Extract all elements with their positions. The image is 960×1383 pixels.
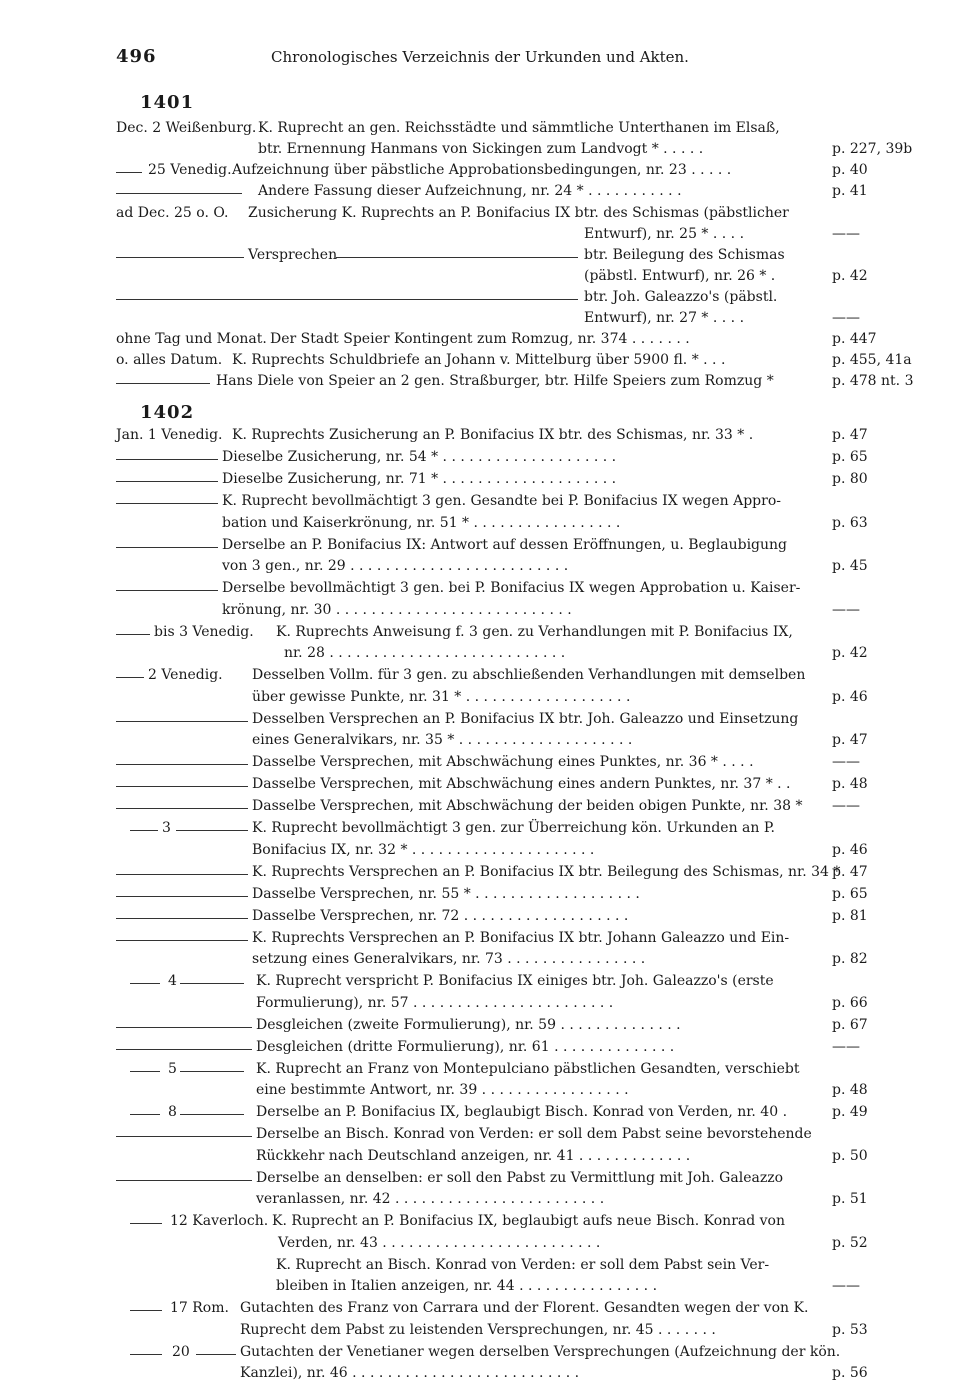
entry-text: setzung eines Generalvikars, nr. 73 . . . . . . . . . . . . . . . . (252, 951, 646, 967)
page-reference: p. 80 (832, 471, 868, 487)
page-reference: p. 51 (832, 1191, 868, 1207)
entry-text: K. Ruprecht verspricht P. Bonifacius IX einiges btr. Joh. Galeazzo's (erste (256, 973, 774, 989)
entry-date: 3 (162, 820, 171, 836)
page-reference: p. 447 (832, 331, 877, 347)
entry-text: von 3 gen., nr. 29 . . . . . . . . . . . . . . . . . . . . . . . . . (222, 558, 569, 574)
entry-text: Dasselbe Versprechen, mit Abschwächung der beiden obigen Punkte, nr. 38 * (252, 798, 803, 814)
entry-date: Jan. 1 Venedig. (116, 427, 223, 443)
ditto-rule (116, 459, 218, 460)
entry-text: (päbstl. Entwurf), nr. 26 * . (584, 268, 776, 284)
entry-text: Desselben Versprechen an P. Bonifacius IX btr. Joh. Galeazzo und Einsetzung (252, 710, 799, 727)
ditto-rule (130, 983, 160, 984)
entry-text: K. Ruprechts Versprechen an P. Bonifacius IX btr. Johann Galeazzo und Ein- (252, 929, 790, 946)
ditto-rule (130, 1223, 162, 1224)
entry-text: Dieselbe Zusicherung, nr. 71 * . . . . . . . . . . . . . . . . . . . . (222, 471, 617, 487)
entry-text: btr. Ernennung Hanmans von Sickingen zum Landvogt * . . . . . (258, 141, 704, 157)
page-reference: p. 46 (832, 841, 868, 858)
page-reference: p. 48 (832, 776, 868, 792)
ditto-rule (176, 830, 248, 831)
entry-text: K. Ruprecht an P. Bonifacius IX, beglaubigt aufs neue Bisch. Konrad von (272, 1213, 785, 1229)
page-reference: p. 53 (832, 1321, 868, 1338)
entry-date: 5 (168, 1060, 177, 1077)
entry-date: bis 3 Venedig. (154, 623, 254, 640)
page-reference: —— (832, 1278, 860, 1294)
entry-text: Derselbe an denselben: er soll den Pabst zu Vermittlung mit Joh. Galeazzo (256, 1169, 784, 1186)
entry-text: Dieselbe Zusicherung, nr. 54 * . . . . . . . . . . . . . . . . . . . . (222, 449, 617, 465)
entry-text: btr. Joh. Galeazzo's (päbstl. (584, 289, 778, 305)
entry-text: Entwurf), nr. 25 * . . . . (584, 226, 745, 242)
ditto-rule (116, 503, 218, 504)
entry-text: krönung, nr. 30 . . . . . . . . . . . . . . . . . . . . . . . . . . . (222, 601, 572, 618)
entry-text: über gewisse Punkte, nr. 31 * . . . . . . . . . . . . . . . . . . . (252, 688, 631, 705)
entry-text: Gutachten der Venetianer wegen derselben Versprechungen (Aufzeichnung der kön. (240, 1343, 841, 1360)
page-reference: p. 81 (832, 907, 868, 924)
entry-text: Aufzeichnung über päbstliche Approbationsbedingungen, nr. 23 . . . . . (232, 162, 732, 178)
ditto-rule (116, 383, 210, 384)
entry-text: K. Ruprechts Zusicherung an P. Bonifacius IX btr. des Schismas, nr. 33 * . (232, 427, 754, 443)
ditto-rule (116, 1049, 252, 1050)
entry-text: Der Stadt Speier Kontingent zum Romzug, nr. 374 . . . . . . . (270, 331, 690, 347)
ditto-rule (116, 786, 248, 787)
page-reference: p. 46 (832, 688, 868, 705)
ditto-rule (116, 764, 248, 765)
ditto-rule (116, 299, 578, 300)
entry-text: Gutachten des Franz von Carrara und der Florent. Gesandten wegen der von K. (240, 1300, 809, 1316)
entry-text: btr. Beilegung des Schismas (584, 247, 785, 263)
ditto-rule (180, 983, 244, 984)
page-reference: p. 67 (832, 1016, 868, 1033)
ditto-rule (116, 634, 150, 635)
ditto-rule (116, 547, 218, 548)
ditto-rule (116, 1027, 252, 1028)
entry-date: ohne Tag und Monat. (116, 331, 267, 347)
entry-text: K. Ruprecht an Bisch. Konrad von Verden: er soll dem Pabst sein Ver- (276, 1256, 770, 1273)
page-reference: p. 48 (832, 1082, 868, 1098)
entry-text: Hans Diele von Speier an 2 gen. Straßburger, btr. Hilfe Speiers zum Romzug * (216, 373, 774, 389)
entry-text: Bonifacius IX, nr. 32 * . . . . . . . . . . . . . . . . . . . . . (252, 841, 595, 858)
entry-text: bleiben in Italien anzeigen, nr. 44 . . . . . . . . . . . . . . . . (276, 1278, 658, 1294)
page-reference: —— (832, 601, 860, 618)
ditto-rule (116, 481, 218, 482)
entry-date: 20 (172, 1343, 190, 1360)
page-reference: —— (832, 1038, 860, 1055)
page-reference: p. 50 (832, 1147, 868, 1164)
page-reference: p. 47 (832, 427, 868, 443)
ditto-rule (180, 1114, 244, 1115)
ditto-rule (116, 677, 144, 678)
entry-text: Dasselbe Versprechen, nr. 55 * . . . . . . . . . . . . . . . . . . . (252, 885, 640, 902)
entry-date: ad Dec. 25 o. O. (116, 205, 229, 221)
entry-text: Ruprecht dem Pabst zu leistenden Versprechungen, nr. 45 . . . . . . . (240, 1321, 716, 1338)
entry-text: Dasselbe Versprechen, mit Abschwächung eines Punktes, nr. 36 * . . . . (252, 754, 754, 770)
running-title: Chronologisches Verzeichnis der Urkunden und Akten. (271, 48, 689, 66)
entry-text: Derselbe bevollmächtigt 3 gen. bei P. Bonifacius IX wegen Approbation u. Kaiser- (222, 580, 801, 596)
page-reference: p. 47 (832, 732, 868, 748)
entry-text: Rückkehr nach Deutschland anzeigen, nr. 41 . . . . . . . . . . . . . (256, 1147, 691, 1164)
entry-text: eine bestimmte Antwort, nr. 39 . . . . . . . . . . . . . . . . . (256, 1082, 629, 1098)
entry-text: K. Ruprechts Schuldbriefe an Johann v. Mittelburg über 5900 fl. * . . . (232, 352, 726, 368)
ditto-rule (180, 1071, 244, 1072)
entry-text: Desgleichen (dritte Formulierung), nr. 61 . . . . . . . . . . . . . . (256, 1038, 675, 1055)
page-reference: p. 455, 41a (832, 352, 912, 368)
entry-text: Verden, nr. 43 . . . . . . . . . . . . . . . . . . . . . . . . . (278, 1234, 601, 1251)
entry-text: Andere Fassung dieser Aufzeichnung, nr. 24 * . . . . . . . . . . . (258, 183, 682, 199)
entry-text: veranlassen, nr. 42 . . . . . . . . . . . . . . . . . . . . . . . . (256, 1191, 605, 1207)
page-reference: p. 227, 39b (832, 141, 913, 157)
ditto-rule (116, 808, 248, 809)
page-reference: p. 41 (832, 183, 868, 199)
entry-text: K. Ruprecht an gen. Reichsstädte und sämmtliche Unterthanen im Elsaß, (258, 120, 780, 136)
ditto-rule (116, 896, 248, 897)
page-number: 496 (116, 46, 157, 67)
ditto-rule (130, 1114, 160, 1115)
entry-text: Dasselbe Versprechen, mit Abschwächung eines andern Punktes, nr. 37 * . . (252, 776, 791, 792)
entry-text: K. Ruprecht an Franz von Montepulciano päbstlichen Gesandten, verschiebt (256, 1060, 800, 1077)
entry-date: 17 Rom. (170, 1300, 229, 1316)
entry-text: Formulierung), nr. 57 . . . . . . . . . . . . . . . . . . . . . . . (256, 994, 614, 1011)
entry-text: Derselbe an P. Bonifacius IX, beglaubigt Bisch. Konrad von Verden, nr. 40 . (256, 1104, 788, 1120)
entry-text: Entwurf), nr. 27 * . . . . (584, 310, 745, 326)
year-heading: 1401 (140, 92, 195, 113)
year-heading: 1402 (140, 402, 195, 423)
entry-text: nr. 28 . . . . . . . . . . . . . . . . . . . . . . . . . . . (284, 645, 566, 661)
ditto-rule (116, 1136, 252, 1137)
page-reference: —— (832, 226, 860, 242)
page-reference: p. 47 (832, 863, 868, 880)
ditto-rule (116, 721, 248, 722)
page-reference: —— (832, 798, 860, 814)
entry-text: K. Ruprecht bevollmächtigt 3 gen. zur Überreichung kön. Urkunden an P. (252, 820, 775, 836)
page-reference: p. 49 (832, 1104, 868, 1120)
entry-text: Desselben Vollm. für 3 gen. zu abschließenden Verhandlungen mit demselben (252, 667, 806, 683)
ditto-rule (116, 590, 218, 591)
page-reference: p. 40 (832, 162, 868, 178)
entry-text: Derselbe an Bisch. Konrad von Verden: er soll dem Pabst seine bevorstehende (256, 1126, 812, 1142)
entry-text: K. Ruprecht bevollmächtigt 3 gen. Gesandte bei P. Bonifacius IX wegen Appro- (222, 493, 781, 509)
page-reference: p. 65 (832, 449, 868, 465)
entry-date: Dec. 2 Weißenburg. (116, 120, 257, 136)
entry-text: Desgleichen (zweite Formulierung), nr. 59 . . . . . . . . . . . . . . (256, 1016, 681, 1033)
ditto-rule (196, 1354, 236, 1355)
ditto-rule (130, 1354, 162, 1355)
ditto-rule (116, 1180, 252, 1181)
ditto-rule (116, 193, 242, 194)
ditto-rule (130, 1071, 160, 1072)
ditto-rule (116, 940, 248, 941)
ditto-rule (116, 874, 248, 875)
page-reference: p. 66 (832, 994, 868, 1011)
entry-date: 2 Venedig. (148, 667, 223, 683)
entry-text: Dasselbe Versprechen, nr. 72 . . . . . . . . . . . . . . . . . . . (252, 907, 629, 924)
ditto-rule (130, 830, 158, 831)
entry-text: K. Ruprechts Versprechen an P. Bonifacius IX btr. Beilegung des Schismas, nr. 34 * (252, 863, 841, 880)
page-reference: p. 82 (832, 951, 868, 967)
entry-text: bation und Kaiserkrönung, nr. 51 * . . . . . . . . . . . . . . . . . (222, 514, 621, 531)
page-reference: —— (832, 310, 860, 326)
page-reference: p. 478 nt. 3 (832, 373, 914, 389)
ditto-rule (130, 1310, 162, 1311)
page-reference: p. 42 (832, 268, 868, 284)
entry-text: Kanzlei), nr. 46 . . . . . . . . . . . . . . . . . . . . . . . . . . (240, 1365, 580, 1381)
page-reference: p. 56 (832, 1365, 868, 1381)
page-reference: —— (832, 754, 860, 770)
entry-text: K. Ruprechts Anweisung f. 3 gen. zu Verhandlungen mit P. Bonifacius IX, (276, 623, 793, 640)
ditto-rule (336, 257, 578, 258)
page-reference: p. 42 (832, 645, 868, 661)
entry-date: 4 (168, 973, 177, 989)
entry-date: 8 (168, 1104, 177, 1120)
entry-date: o. alles Datum. (116, 352, 223, 368)
entry-text: Versprechen (248, 247, 338, 263)
entry-text: Derselbe an P. Bonifacius IX: Antwort auf dessen Eröffnungen, u. Beglaubigung (222, 536, 788, 553)
ditto-rule (116, 918, 248, 919)
entry-text: Zusicherung K. Ruprechts an P. Bonifacius IX btr. des Schismas (päbstlicher (248, 205, 789, 221)
page-reference: p. 65 (832, 885, 868, 902)
page-reference: p. 45 (832, 558, 868, 574)
page-reference: p. 63 (832, 514, 868, 531)
page-reference: p. 52 (832, 1234, 868, 1251)
ditto-rule (116, 257, 244, 258)
ditto-rule (116, 172, 142, 173)
entry-date: 12 Kaverloch. (170, 1213, 269, 1229)
entry-text: eines Generalvikars, nr. 35 * . . . . . . . . . . . . . . . . . . . . (252, 732, 633, 748)
entry-date: 25 Venedig. (148, 162, 232, 178)
